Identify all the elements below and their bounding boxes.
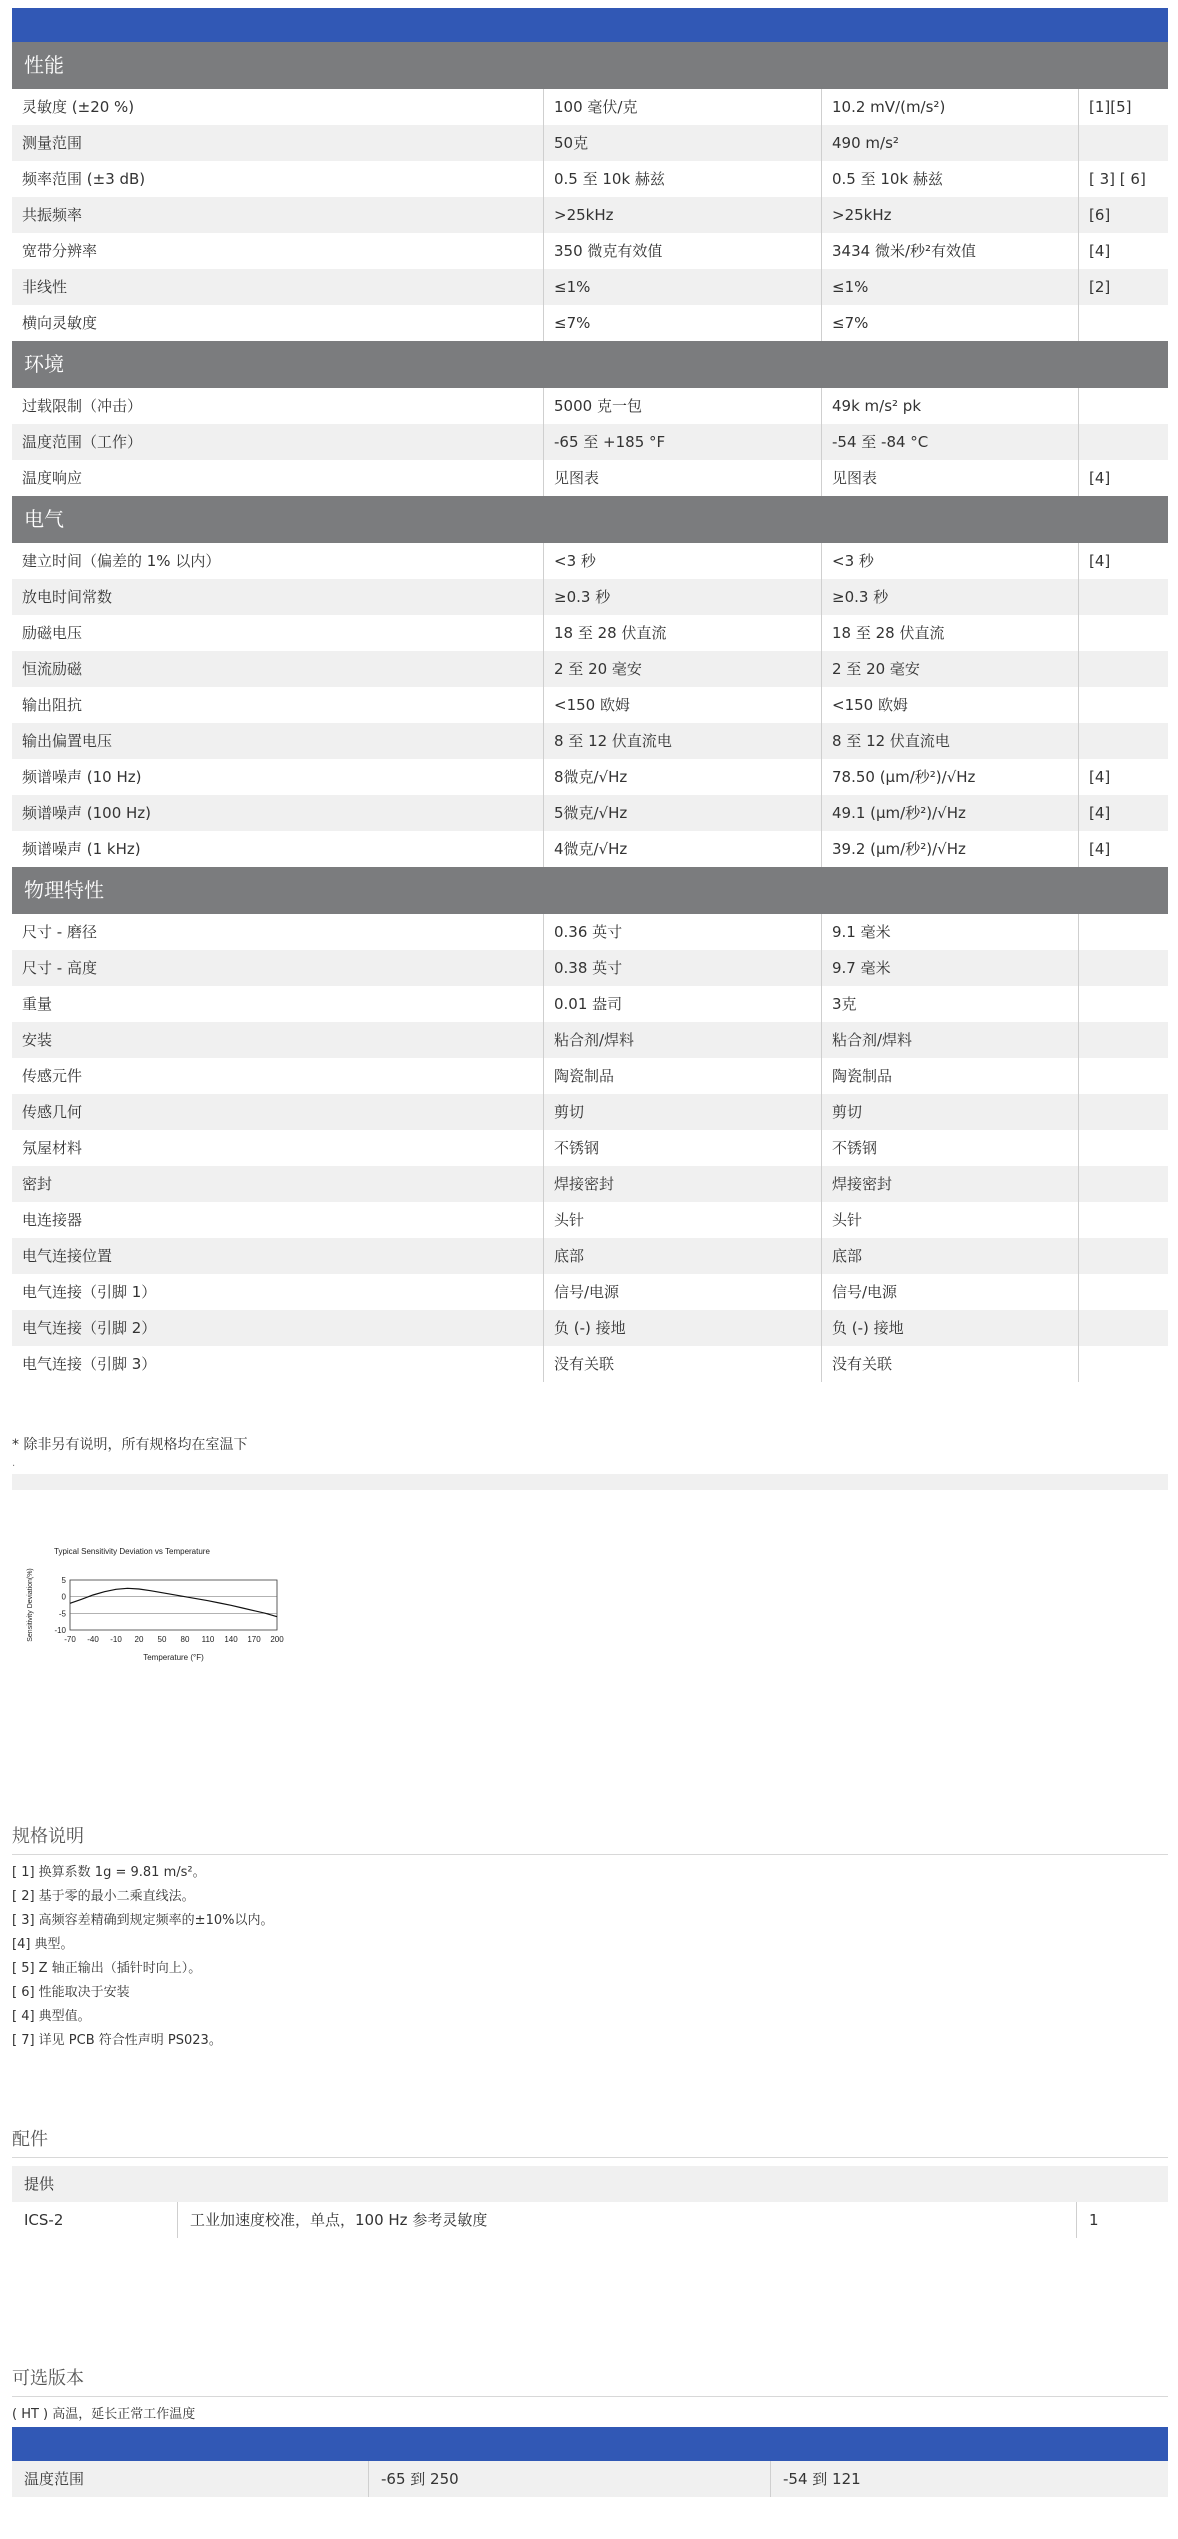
row-note bbox=[1078, 1274, 1168, 1310]
value-english: 50克 bbox=[543, 125, 821, 161]
row-note: [1][5] bbox=[1078, 89, 1168, 125]
row-label: 横向灵敏度 bbox=[22, 314, 98, 332]
optional-value-english: -65 到 250 bbox=[368, 2461, 770, 2497]
row-label: 电气连接（引脚 3） bbox=[22, 1355, 157, 1373]
row-note bbox=[1078, 1130, 1168, 1166]
top-blue-bar bbox=[12, 8, 1168, 42]
table-row bbox=[12, 125, 1168, 161]
chart-x-tick-label: 20 bbox=[134, 1635, 144, 1644]
optional-blue-bar bbox=[12, 2427, 1168, 2461]
row-note bbox=[1078, 579, 1168, 615]
chart-x-tick-label: -40 bbox=[87, 1635, 99, 1644]
row-note: [4] bbox=[1078, 831, 1168, 867]
table-row bbox=[12, 388, 1168, 424]
spec-notes-title: 规格说明 bbox=[12, 1822, 1168, 1855]
table-row bbox=[12, 723, 1168, 759]
chart-x-tick-label: -10 bbox=[110, 1635, 122, 1644]
chart-y-tick-label: -5 bbox=[58, 1609, 66, 1619]
table-row bbox=[12, 651, 1168, 687]
accessory-row bbox=[12, 2202, 1168, 2238]
row-label: 氖屋材料 bbox=[22, 1139, 83, 1157]
optional-description: ( HT ) 高温，延长正常工作温度 bbox=[12, 2407, 196, 2422]
row-label: 放电时间常数 bbox=[22, 588, 113, 606]
table-row bbox=[12, 197, 1168, 233]
section-header: 环境 bbox=[12, 341, 1168, 388]
value-english: 8 至 12 伏直流电 bbox=[543, 723, 821, 759]
row-note bbox=[1078, 125, 1168, 161]
value-english: 5微克/√Hz bbox=[543, 795, 821, 831]
table-row bbox=[12, 615, 1168, 651]
row-label: 温度范围（工作） bbox=[22, 433, 143, 451]
chart-series-line bbox=[70, 1588, 277, 1616]
temperature-chart-svg bbox=[12, 1542, 332, 1692]
spec-note-item: [ 7] 详见 PCB 符合性声明 PS023。 bbox=[12, 2033, 222, 2048]
value-si: ≤7% bbox=[821, 305, 1078, 341]
value-english: 100 毫伏/克 bbox=[543, 89, 821, 125]
value-english: 见图表 bbox=[543, 460, 821, 496]
value-si: >25kHz bbox=[821, 197, 1078, 233]
value-english: -65 至 +185 °F bbox=[543, 424, 821, 460]
value-si: 78.50 (μm/秒²)/√Hz bbox=[821, 759, 1078, 795]
section-header: 电气 bbox=[12, 496, 1168, 543]
value-si: 见图表 bbox=[821, 460, 1078, 496]
accessory-model: ICS-2 bbox=[24, 2211, 64, 2229]
value-english: 头针 bbox=[543, 1202, 821, 1238]
value-english: 底部 bbox=[543, 1238, 821, 1274]
value-english: 350 微克有效值 bbox=[543, 233, 821, 269]
chart-x-tick-label: 110 bbox=[201, 1635, 215, 1644]
chart-frame bbox=[70, 1580, 277, 1630]
row-note: [4] bbox=[1078, 543, 1168, 579]
optional-title: 可选版本 bbox=[12, 2364, 1168, 2397]
row-note: [ 3] [ 6] bbox=[1078, 161, 1168, 197]
spec-note-item: [ 6] 性能取决于安装 bbox=[12, 1985, 130, 2000]
value-si: ≥0.3 秒 bbox=[821, 579, 1078, 615]
value-si: 陶瓷制品 bbox=[821, 1058, 1078, 1094]
value-english: 2 至 20 毫安 bbox=[543, 651, 821, 687]
value-english: ≥0.3 秒 bbox=[543, 579, 821, 615]
spec-note-item: [ 2] 基于零的最小二乘直线法。 bbox=[12, 1889, 195, 1904]
value-si: 焊接密封 bbox=[821, 1166, 1078, 1202]
table-row bbox=[12, 305, 1168, 341]
row-note bbox=[1078, 1166, 1168, 1202]
row-label: 重量 bbox=[22, 995, 53, 1013]
accessory-description: 工业加速度校准，单点，100 Hz 参考灵敏度 bbox=[177, 2202, 1076, 2238]
table-row bbox=[12, 687, 1168, 723]
chart-x-tick-label: 200 bbox=[270, 1635, 284, 1644]
value-si: 0.5 至 10k 赫兹 bbox=[821, 161, 1078, 197]
row-label: 电气连接（引脚 1） bbox=[22, 1283, 157, 1301]
row-label: 尺寸 - 磨径 bbox=[22, 923, 97, 941]
accessories-header: 提供 bbox=[12, 2166, 1168, 2202]
table-row bbox=[12, 1058, 1168, 1094]
value-english: 负 (-) 接地 bbox=[543, 1310, 821, 1346]
spec-note-item: [ 5] Z 轴正输出（插针时向上）。 bbox=[12, 1961, 202, 1976]
value-english: <3 秒 bbox=[543, 543, 821, 579]
value-english: 剪切 bbox=[543, 1094, 821, 1130]
row-note bbox=[1078, 305, 1168, 341]
row-label: 尺寸 - 高度 bbox=[22, 959, 97, 977]
chart-x-tick-label: 80 bbox=[180, 1635, 190, 1644]
chart-y-axis-label: Sensitivity Deviation(%) bbox=[27, 1568, 34, 1642]
chart-y-tick-label: -10 bbox=[54, 1626, 66, 1635]
row-note bbox=[1078, 986, 1168, 1022]
table-row bbox=[12, 759, 1168, 795]
temperature-chart bbox=[12, 1542, 332, 1692]
value-si: 9.1 毫米 bbox=[821, 914, 1078, 950]
value-english: 不锈钢 bbox=[543, 1130, 821, 1166]
table-row bbox=[12, 1238, 1168, 1274]
row-label: 传感元件 bbox=[22, 1067, 83, 1085]
row-note: [4] bbox=[1078, 795, 1168, 831]
value-si: 负 (-) 接地 bbox=[821, 1310, 1078, 1346]
row-label: 建立时间（偏差的 1% 以内） bbox=[22, 552, 221, 570]
table-row bbox=[12, 1346, 1168, 1382]
table-row bbox=[12, 1094, 1168, 1130]
row-label: 测量范围 bbox=[22, 134, 83, 152]
spec-note-item: [ 4] 典型值。 bbox=[12, 2009, 91, 2024]
chart-title: Typical Sensitivity Deviation vs Temperature bbox=[54, 1547, 210, 1556]
value-si: 9.7 毫米 bbox=[821, 950, 1078, 986]
table-row bbox=[12, 1022, 1168, 1058]
row-note bbox=[1078, 687, 1168, 723]
table-row bbox=[12, 89, 1168, 125]
row-note: [4] bbox=[1078, 233, 1168, 269]
value-si: 3434 微米/秒²有效值 bbox=[821, 233, 1078, 269]
row-note bbox=[1078, 1238, 1168, 1274]
value-english: ≤1% bbox=[543, 269, 821, 305]
accessories-title: 配件 bbox=[12, 2125, 1168, 2158]
table-row bbox=[12, 950, 1168, 986]
value-si: 18 至 28 伏直流 bbox=[821, 615, 1078, 651]
table-row bbox=[12, 831, 1168, 867]
value-english: 0.5 至 10k 赫兹 bbox=[543, 161, 821, 197]
row-label: 温度响应 bbox=[22, 469, 83, 487]
table-row bbox=[12, 1274, 1168, 1310]
value-english: 0.38 英寸 bbox=[543, 950, 821, 986]
spec-page bbox=[12, 8, 1168, 2497]
value-english: 5000 克一包 bbox=[543, 388, 821, 424]
table-row bbox=[12, 914, 1168, 950]
row-note bbox=[1078, 424, 1168, 460]
grey-strip bbox=[12, 1474, 1168, 1490]
value-english: 18 至 28 伏直流 bbox=[543, 615, 821, 651]
row-note: [4] bbox=[1078, 460, 1168, 496]
table-row bbox=[12, 795, 1168, 831]
row-note bbox=[1078, 1058, 1168, 1094]
value-english: 粘合剂/焊料 bbox=[543, 1022, 821, 1058]
row-label: 电连接器 bbox=[22, 1211, 83, 1229]
spec-notes-list bbox=[12, 1861, 1168, 2053]
value-si: 39.2 (μm/秒²)/√Hz bbox=[821, 831, 1078, 867]
row-note bbox=[1078, 1346, 1168, 1382]
table-row bbox=[12, 579, 1168, 615]
row-note bbox=[1078, 950, 1168, 986]
value-si: 没有关联 bbox=[821, 1346, 1078, 1382]
table-row bbox=[12, 233, 1168, 269]
table-row bbox=[12, 1310, 1168, 1346]
spec-table bbox=[12, 42, 1168, 1382]
row-note bbox=[1078, 1022, 1168, 1058]
row-label: 密封 bbox=[22, 1175, 53, 1193]
footnote-dot: . bbox=[12, 1458, 16, 1469]
chart-x-axis-label: Temperature (°F) bbox=[143, 1653, 204, 1662]
table-row bbox=[12, 424, 1168, 460]
section-header: 物理特性 bbox=[12, 867, 1168, 914]
value-si: 粘合剂/焊料 bbox=[821, 1022, 1078, 1058]
value-si: 490 m/s² bbox=[821, 125, 1078, 161]
row-label: 安装 bbox=[22, 1031, 53, 1049]
value-si: 8 至 12 伏直流电 bbox=[821, 723, 1078, 759]
row-label: 电气连接（引脚 2） bbox=[22, 1319, 157, 1337]
table-row bbox=[12, 1130, 1168, 1166]
footnote: * 除非另有说明，所有规格均在室温下 bbox=[12, 1437, 248, 1453]
value-si: 49k m/s² pk bbox=[821, 388, 1078, 424]
row-note bbox=[1078, 914, 1168, 950]
value-english: 焊接密封 bbox=[543, 1166, 821, 1202]
row-note: [6] bbox=[1078, 197, 1168, 233]
chart-x-tick-label: 140 bbox=[224, 1635, 238, 1644]
value-english: ≤7% bbox=[543, 305, 821, 341]
row-note: [4] bbox=[1078, 759, 1168, 795]
value-english: >25kHz bbox=[543, 197, 821, 233]
value-si: ≤1% bbox=[821, 269, 1078, 305]
value-si: <3 秒 bbox=[821, 543, 1078, 579]
row-note bbox=[1078, 1094, 1168, 1130]
table-row bbox=[12, 269, 1168, 305]
spec-note-item: [4] 典型。 bbox=[12, 1937, 74, 1952]
value-english: 没有关联 bbox=[543, 1346, 821, 1382]
row-note: [2] bbox=[1078, 269, 1168, 305]
value-english: 0.01 盎司 bbox=[543, 986, 821, 1022]
chart-x-tick-label: -70 bbox=[64, 1635, 76, 1644]
row-label: 共振频率 bbox=[22, 206, 83, 224]
value-english: 信号/电源 bbox=[543, 1274, 821, 1310]
value-si: 头针 bbox=[821, 1202, 1078, 1238]
table-row bbox=[12, 460, 1168, 496]
value-english: 0.36 英寸 bbox=[543, 914, 821, 950]
spec-note-item: [ 1] 换算系数 1g = 9.81 m/s²。 bbox=[12, 1865, 206, 1880]
table-row bbox=[12, 1166, 1168, 1202]
row-label: 电气连接位置 bbox=[22, 1247, 113, 1265]
row-note bbox=[1078, 651, 1168, 687]
accessory-qty: 1 bbox=[1076, 2202, 1168, 2238]
value-si: 3克 bbox=[821, 986, 1078, 1022]
chart-y-tick-label: 0 bbox=[61, 1592, 66, 1602]
row-note bbox=[1078, 723, 1168, 759]
optional-label: 温度范围 bbox=[24, 2470, 85, 2488]
row-label: 非线性 bbox=[22, 278, 68, 296]
optional-row bbox=[12, 2461, 1168, 2497]
row-note bbox=[1078, 615, 1168, 651]
value-english: <150 欧姆 bbox=[543, 687, 821, 723]
value-si: 底部 bbox=[821, 1238, 1078, 1274]
spec-note-item: [ 3] 高频容差精确到规定频率的±10%以内。 bbox=[12, 1913, 274, 1928]
table-row bbox=[12, 543, 1168, 579]
table-row bbox=[12, 161, 1168, 197]
value-si: 49.1 (μm/秒²)/√Hz bbox=[821, 795, 1078, 831]
value-si: -54 至 -84 °C bbox=[821, 424, 1078, 460]
row-note bbox=[1078, 1202, 1168, 1238]
chart-x-tick-label: 170 bbox=[247, 1635, 261, 1644]
row-label: 频谱噪声 (10 Hz) bbox=[22, 768, 142, 786]
row-label: 过载限制（冲击） bbox=[22, 397, 143, 415]
chart-y-tick-label: 5 bbox=[61, 1576, 66, 1585]
value-si: 信号/电源 bbox=[821, 1274, 1078, 1310]
row-label: 输出偏置电压 bbox=[22, 732, 113, 750]
row-note bbox=[1078, 388, 1168, 424]
value-si: 2 至 20 毫安 bbox=[821, 651, 1078, 687]
value-si: 10.2 mV/(m/s²) bbox=[821, 89, 1078, 125]
table-row bbox=[12, 1202, 1168, 1238]
row-label: 频率范围 (±3 dB) bbox=[22, 170, 146, 188]
row-label: 灵敏度 (±20 %) bbox=[22, 98, 135, 116]
value-si: 剪切 bbox=[821, 1094, 1078, 1130]
chart-x-tick-label: 50 bbox=[157, 1635, 167, 1644]
optional-value-si: -54 到 121 bbox=[770, 2461, 1168, 2497]
row-label: 传感几何 bbox=[22, 1103, 83, 1121]
row-label: 恒流励磁 bbox=[22, 660, 83, 678]
value-si: 不锈钢 bbox=[821, 1130, 1078, 1166]
row-label: 频谱噪声 (100 Hz) bbox=[22, 804, 152, 822]
value-english: 4微克/√Hz bbox=[543, 831, 821, 867]
row-label: 频谱噪声 (1 kHz) bbox=[22, 840, 141, 858]
row-label: 宽带分辨率 bbox=[22, 242, 98, 260]
value-english: 陶瓷制品 bbox=[543, 1058, 821, 1094]
section-header: 性能 bbox=[12, 42, 1168, 89]
row-label: 输出阻抗 bbox=[22, 696, 83, 714]
row-note bbox=[1078, 1310, 1168, 1346]
row-label: 励磁电压 bbox=[22, 624, 83, 642]
value-si: <150 欧姆 bbox=[821, 687, 1078, 723]
table-row bbox=[12, 986, 1168, 1022]
value-english: 8微克/√Hz bbox=[543, 759, 821, 795]
